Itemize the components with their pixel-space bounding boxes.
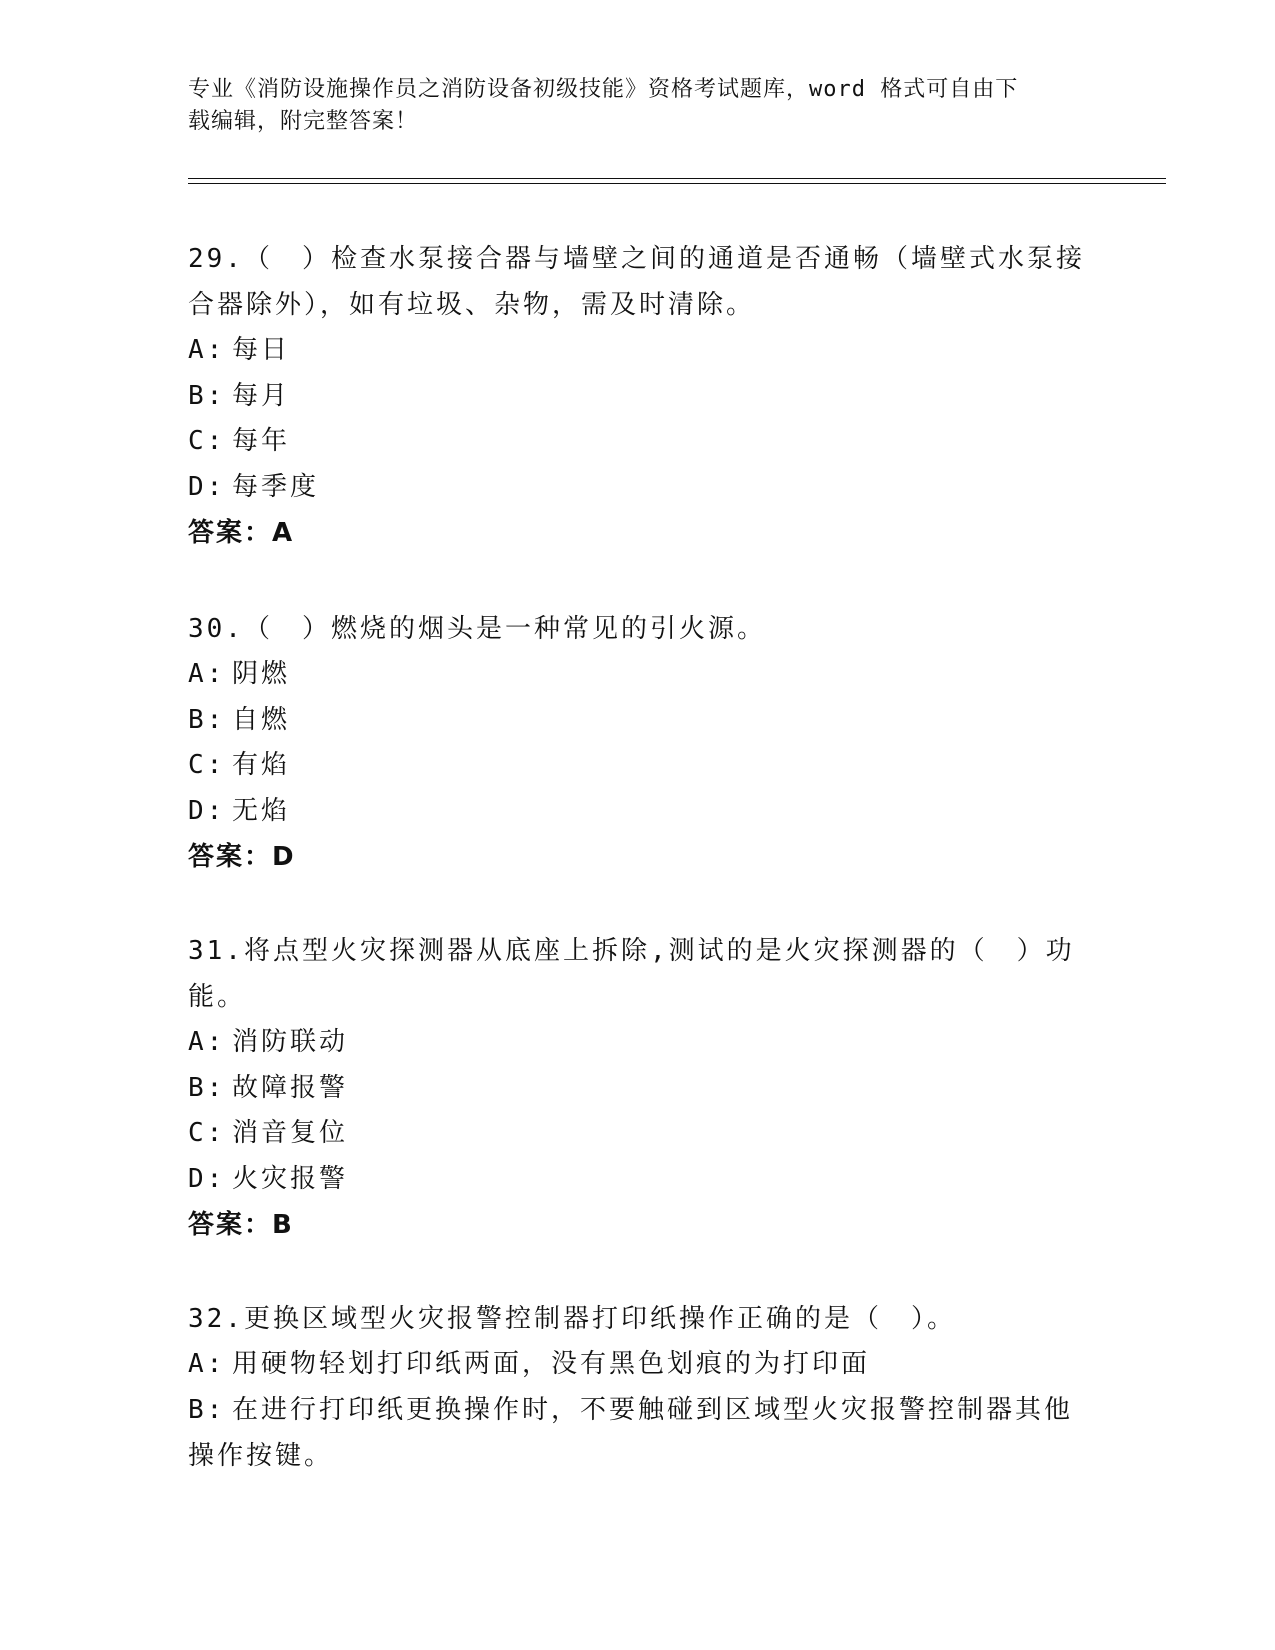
question-32 bbox=[188, 1296, 1088, 1479]
option-key: B: bbox=[188, 380, 226, 411]
question-text: 32.更换区域型火灾报警控制器打印纸操作正确的是（ ）。 bbox=[188, 1304, 956, 1334]
option-c bbox=[188, 1111, 1088, 1157]
option-text: 无焰 bbox=[232, 795, 291, 826]
option-text: 火灾报警 bbox=[232, 1163, 349, 1194]
option-key: D: bbox=[188, 1163, 226, 1194]
option-key: A: bbox=[188, 335, 226, 365]
option-key: C: bbox=[188, 426, 226, 456]
option-text: 每季度 bbox=[232, 471, 320, 502]
answer-line: 答案：A bbox=[188, 518, 295, 548]
option-a bbox=[188, 328, 1088, 374]
option-text: 消防联动 bbox=[232, 1027, 349, 1057]
option-b-continued: 操作按键。 bbox=[188, 1441, 334, 1471]
question-text-continued: 能。 bbox=[188, 982, 247, 1012]
option-text: 阴燃 bbox=[232, 659, 291, 689]
option-key: C: bbox=[188, 1118, 226, 1148]
option-text: 每月 bbox=[232, 380, 291, 411]
option-key: A: bbox=[188, 659, 226, 689]
question-29 bbox=[188, 236, 1088, 556]
option-text: 每日 bbox=[232, 335, 291, 365]
header-line-1: 专业《消防设施操作员之消防设备初级技能》资格考试题库，word 格式可自由下 bbox=[188, 77, 1019, 102]
option-text: 有焰 bbox=[232, 750, 291, 780]
option-text: 每年 bbox=[232, 426, 291, 456]
document-header bbox=[188, 74, 1088, 138]
option-a bbox=[188, 652, 1088, 698]
question-text: 29.（ ）检查水泵接合器与墙壁之间的通道是否通畅（墙壁式水泵接 bbox=[188, 244, 1085, 274]
header-line-2: 载编辑，附完整答案！ bbox=[188, 109, 419, 134]
option-key: A: bbox=[188, 1027, 226, 1057]
option-text: 用硬物轻划打印纸两面，没有黑色划痕的为打印面 bbox=[232, 1349, 871, 1379]
question-text: 30.（ ）燃烧的烟头是一种常见的引火源。 bbox=[188, 614, 766, 644]
option-key: B: bbox=[188, 704, 226, 735]
option-b bbox=[188, 1388, 1088, 1434]
option-b bbox=[188, 698, 1088, 744]
option-text: 消音复位 bbox=[232, 1118, 349, 1148]
question-text: 31.将点型火灾探测器从底座上拆除,测试的是火灾探测器的（ ）功 bbox=[188, 936, 1075, 966]
option-c bbox=[188, 743, 1088, 789]
header-divider-top bbox=[188, 178, 1166, 179]
question-text-continued: 合器除外），如有垃圾、杂物，需及时清除。 bbox=[188, 290, 756, 320]
option-text: 自燃 bbox=[232, 704, 291, 735]
option-d bbox=[188, 789, 1088, 835]
option-key: C: bbox=[188, 750, 226, 780]
option-a bbox=[188, 1342, 1088, 1388]
answer-line: 答案：D bbox=[188, 842, 296, 872]
option-d bbox=[188, 465, 1088, 511]
header-divider-bottom bbox=[188, 183, 1166, 184]
option-key: B: bbox=[188, 1072, 226, 1103]
option-d bbox=[188, 1157, 1088, 1203]
option-key: B: bbox=[188, 1394, 226, 1425]
question-31 bbox=[188, 928, 1088, 1248]
option-b bbox=[188, 374, 1088, 420]
option-c bbox=[188, 419, 1088, 465]
option-key: D: bbox=[188, 795, 226, 826]
option-a bbox=[188, 1020, 1088, 1066]
question-30 bbox=[188, 606, 1088, 880]
option-key: D: bbox=[188, 471, 226, 502]
answer-line: 答案：B bbox=[188, 1210, 294, 1240]
option-b bbox=[188, 1066, 1088, 1112]
option-text: 故障报警 bbox=[232, 1072, 349, 1103]
option-text: 在进行打印纸更换操作时，不要触碰到区域型火灾报警控制器其他 bbox=[232, 1394, 1074, 1425]
option-key: A: bbox=[188, 1349, 226, 1379]
